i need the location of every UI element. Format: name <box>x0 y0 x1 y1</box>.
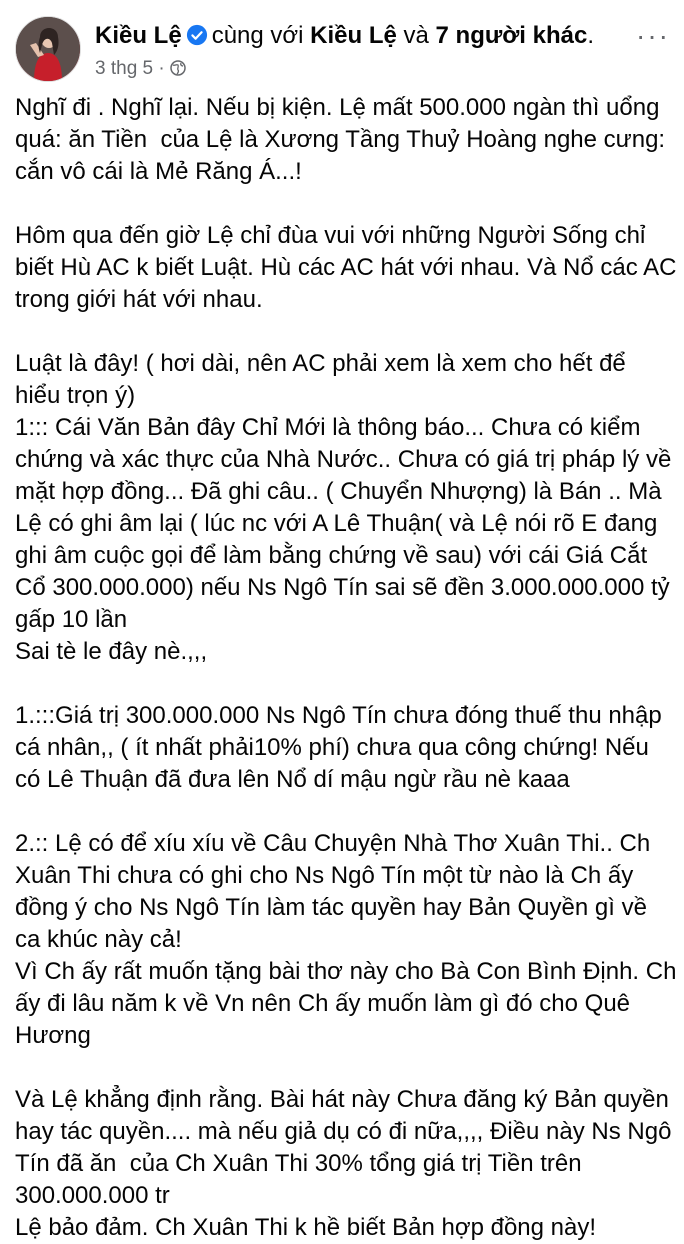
globe-icon[interactable] <box>170 60 186 76</box>
post-header <box>0 0 684 92</box>
and-text: và <box>403 22 429 49</box>
post-paragraph: Luật là đây! ( hơi dài, nên AC phải xem là xem cho hết để hiểu trọn ý) 1::: Cái Văn Bản đây Chỉ Mới là thông báo... Chưa có kiểm chứng và xác thực của Nhà Nước.. Chưa có giá trị pháp lý về mặt hợp đồng... Đã ghi câu.. ( Chuyển Nhượng) là Bán .. Mà Lệ có ghi âm lại ( lúc nc với A Lê Thuận( và Lệ nói rõ E đang ghi âm cuộc gọi để làm bằng chứng về sau) với cái Giá Cắt Cổ 300.000.000) nếu Ns Ngô Tín sai sẽ đền 3.000.000.000 tỷ gấp 10 lần Sai tè le đây nè.,,, <box>15 350 672 665</box>
post-meta <box>95 58 186 80</box>
others-link[interactable]: 7 người khác <box>435 22 588 49</box>
post-paragraph: Nghĩ đi . Nghĩ lại. Nếu bị kiện. Lệ mất 500.000 ngàn thì uổng quá: ăn Tiền của Lệ là Xương Tầng Thuỷ Hoàng nghe cưng: cắn vô cái là Mẻ Răng Á...! <box>15 94 672 185</box>
paragraph-gap <box>15 316 677 348</box>
tagged-author[interactable]: Kiều Lệ <box>310 22 397 49</box>
title-period: . <box>587 22 595 49</box>
with-text: cùng với <box>211 22 304 49</box>
verified-badge-icon <box>186 24 208 46</box>
post-paragraph: 1.:::Giá trị 300.000.000 Ns Ngô Tín chưa đóng thuế thu nhập cá nhân,, ( ít nhất phải10% phí) chưa qua công chứng! Nếu có Lê Thuận đã đưa lên Nổ dí mậu ngừ rầu nè kaaa <box>15 702 669 793</box>
post-title <box>95 22 594 50</box>
post-date[interactable]: 3 thg 5 <box>95 58 154 79</box>
post-paragraph: 2.:: Lệ có để xíu xíu về Câu Chuyện Nhà Thơ Xuân Thi.. Ch Xuân Thi chưa có ghi cho Ns Ngô Tín một từ nào là Ch ấy đồng ý cho Ns Ngô Tín làm tác quyền hay Bản Quyền gì về ca khúc này cả! Vì Ch ấy rất muốn tặng bài thơ này cho Bà Con Bình Định. Ch ấy đi lâu năm k về Vn nên Ch ấy muốn làm gì đó cho Quê Hương <box>15 830 677 1049</box>
post-body <box>15 92 684 1244</box>
paragraph-gap <box>15 1052 677 1084</box>
paragraph-gap <box>15 796 677 828</box>
author-name[interactable]: Kiều Lệ <box>95 22 182 49</box>
paragraph-gap <box>15 668 677 700</box>
post-paragraph: Hôm qua đến giờ Lệ chỉ đùa vui với những Người Sống chỉ biết Hù AC k biết Luật. Hù các AC hát với nhau. Và Nổ các AC trong giới hát với nhau. <box>15 222 684 313</box>
meta-separator: · <box>158 58 165 79</box>
avatar[interactable] <box>15 16 81 82</box>
more-options-icon[interactable]: ··· <box>636 20 670 51</box>
post-paragraph: Và Lệ khẳng định rằng. Bài hát này Chưa đăng ký Bản quyền hay tác quyền.... mà nếu giả dụ có đi nữa,,,, Điều này Ns Ngô Tín đã ăn của Ch Xuân Thi 30% tổng giá trị Tiền trên 300.000.000 tr Lệ bảo đảm. Ch Xuân Thi k hề biết Bản hợp đồng này! <box>15 1086 672 1241</box>
paragraph-gap <box>15 188 677 220</box>
